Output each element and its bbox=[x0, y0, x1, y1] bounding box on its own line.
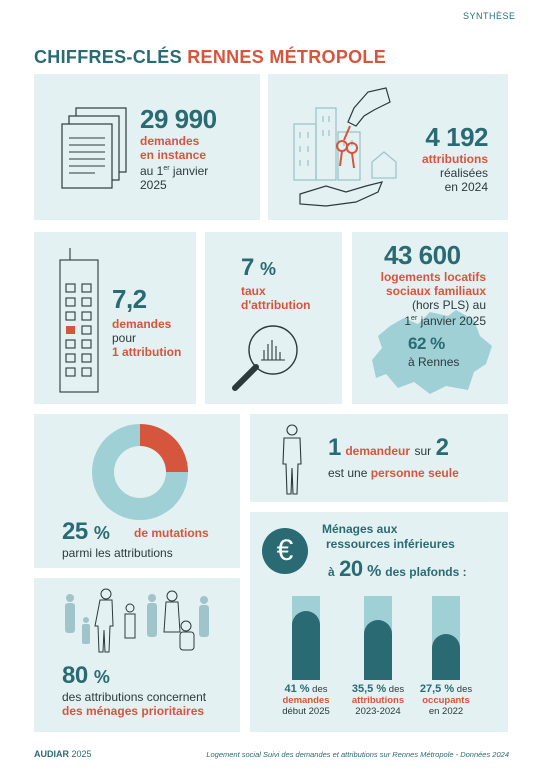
prioritaires-number: 80 bbox=[62, 662, 88, 689]
footer-brand: AUDIAR bbox=[34, 749, 69, 759]
mutations-donut-chart bbox=[90, 422, 190, 522]
sur-label: sur bbox=[414, 444, 432, 458]
date-month: janvier bbox=[169, 164, 209, 178]
stat-logements: 43 600 bbox=[384, 240, 461, 270]
taux-label: taux bbox=[241, 284, 266, 298]
date-year: 2025 bbox=[140, 178, 167, 192]
stat-two: 2 bbox=[435, 434, 449, 461]
prioritaires-line2: des ménages prioritaires bbox=[62, 704, 205, 718]
card-attributions bbox=[268, 74, 508, 220]
bar-fill bbox=[432, 634, 460, 680]
logements-date-sup: er bbox=[411, 315, 418, 322]
bar-rest: des bbox=[454, 684, 473, 695]
footer-caption: Logement social Suivi des demandes et attributions sur Rennes Métropole - Données 2024 bbox=[206, 750, 509, 759]
logements-date-prefix: 1 bbox=[404, 314, 412, 328]
plafonds-label: des plafonds : bbox=[385, 565, 467, 579]
hors-pls-label: (hors PLS) au bbox=[411, 298, 486, 312]
ratio-pour-label: pour bbox=[112, 331, 137, 345]
magnifier-chart-icon bbox=[227, 320, 303, 396]
ratio-demandes-label: demandes bbox=[112, 317, 172, 331]
card-logements bbox=[352, 232, 508, 404]
bar-column bbox=[432, 596, 460, 680]
demandeur-label: demandeur bbox=[345, 444, 410, 458]
bar-pct: 27,5 % bbox=[419, 683, 455, 695]
donut-slice-mutations bbox=[140, 424, 188, 472]
page-title bbox=[34, 47, 386, 68]
bar-pct: 35,5 % bbox=[351, 683, 387, 695]
logements-date-rest: janvier 2025 bbox=[417, 314, 486, 328]
prioritaires-line1: des attributions concernent bbox=[62, 690, 207, 704]
stat-taux bbox=[241, 254, 276, 282]
stat-ratio: 7,2 bbox=[112, 284, 147, 314]
demandes-label: demandes bbox=[140, 134, 200, 148]
building-icon bbox=[58, 246, 100, 394]
card-personne-seule bbox=[250, 414, 508, 502]
logements-text bbox=[381, 270, 486, 328]
bar-fill bbox=[364, 620, 392, 680]
ratio-text bbox=[112, 317, 181, 359]
attributions-text bbox=[422, 152, 488, 194]
taux-text bbox=[241, 284, 311, 312]
bar-column bbox=[292, 596, 320, 680]
plafonds-line2: ressources inférieures bbox=[326, 537, 455, 551]
attributions-label: attributions bbox=[422, 152, 488, 166]
bar-period: début 2025 bbox=[282, 706, 330, 717]
plafonds-line1: Ménages aux bbox=[322, 522, 398, 536]
bar-period: 2023-2024 bbox=[355, 706, 401, 717]
plafonds-heading bbox=[322, 522, 455, 552]
stat-rennes-share: 62 % bbox=[408, 334, 445, 353]
stat-attributions: 4 192 bbox=[425, 122, 488, 152]
est-une-label: est une bbox=[328, 466, 368, 480]
personne-seule-line1 bbox=[328, 434, 448, 462]
bar-fill bbox=[292, 611, 320, 680]
card-mutations bbox=[34, 414, 240, 568]
card-demandes bbox=[34, 74, 260, 220]
mutations-number: 25 bbox=[62, 518, 88, 545]
prioritaires-pct: % bbox=[93, 667, 110, 687]
euro-symbol: € bbox=[276, 534, 294, 567]
bar-category: demandes bbox=[282, 695, 330, 706]
title-part2: RENNES MÉTROPOLE bbox=[187, 47, 387, 67]
bar-pct: 41 % bbox=[284, 683, 310, 695]
taux-number: 7 bbox=[241, 254, 254, 281]
card-prioritaires bbox=[34, 578, 240, 732]
mutations-sub: parmi les attributions bbox=[62, 546, 173, 560]
stat-twenty: 20 bbox=[339, 556, 363, 581]
demandes-text bbox=[140, 134, 208, 192]
taux-pct: % bbox=[260, 259, 276, 279]
stat-mutations bbox=[62, 518, 109, 546]
euro-icon bbox=[262, 528, 308, 574]
stat-one: 1 bbox=[328, 434, 341, 461]
card-plafonds bbox=[250, 512, 508, 732]
stat-prioritaires bbox=[62, 662, 109, 690]
stat-demandes: 29 990 bbox=[140, 104, 217, 134]
documents-icon bbox=[60, 106, 132, 198]
footer-brand-block bbox=[34, 749, 92, 759]
logements-date bbox=[381, 312, 486, 328]
attribution-label: d'attribution bbox=[241, 298, 311, 312]
bar-category: occupants bbox=[422, 695, 470, 706]
logements-label: logements locatifs bbox=[380, 270, 486, 284]
bar-label bbox=[406, 684, 486, 717]
a-label: à bbox=[328, 565, 335, 579]
year-label: en 2024 bbox=[444, 180, 488, 194]
title-part1: CHIFFRES-CLÉS bbox=[34, 47, 182, 67]
date-line bbox=[140, 162, 208, 178]
bar-period: en 2022 bbox=[428, 706, 464, 717]
rennes-label: à Rennes bbox=[408, 355, 460, 369]
mutations-pct: % bbox=[93, 523, 110, 543]
bar-label bbox=[266, 684, 346, 717]
bar-rest: des bbox=[386, 684, 405, 695]
person-icon bbox=[280, 424, 304, 496]
bar-column bbox=[364, 596, 392, 680]
bar-category: attributions bbox=[351, 695, 405, 706]
card-ratio bbox=[34, 232, 196, 404]
sociaux-label: sociaux familiaux bbox=[385, 284, 486, 298]
keys-hand-icon bbox=[286, 82, 406, 214]
footer-year: 2025 bbox=[71, 749, 92, 759]
bar-rest: des bbox=[309, 684, 328, 695]
plafonds-line3 bbox=[328, 556, 467, 582]
realisees-label: réalisées bbox=[439, 166, 488, 180]
ratio-attribution-label: 1 attribution bbox=[112, 345, 182, 359]
family-icon bbox=[60, 586, 216, 658]
section-label: SYNTHÈSE bbox=[463, 11, 516, 21]
twenty-pct: % bbox=[367, 563, 381, 580]
en-instance-label: en instance bbox=[140, 148, 207, 162]
personne-seule-line2 bbox=[328, 466, 459, 480]
date-prefix: au 1 bbox=[140, 164, 164, 178]
mutations-label: de mutations bbox=[134, 526, 209, 540]
card-taux bbox=[205, 232, 342, 404]
prioritaires-text bbox=[62, 690, 206, 718]
date-sup: er bbox=[163, 165, 170, 172]
personne-seule-label: personne seule bbox=[370, 466, 459, 480]
